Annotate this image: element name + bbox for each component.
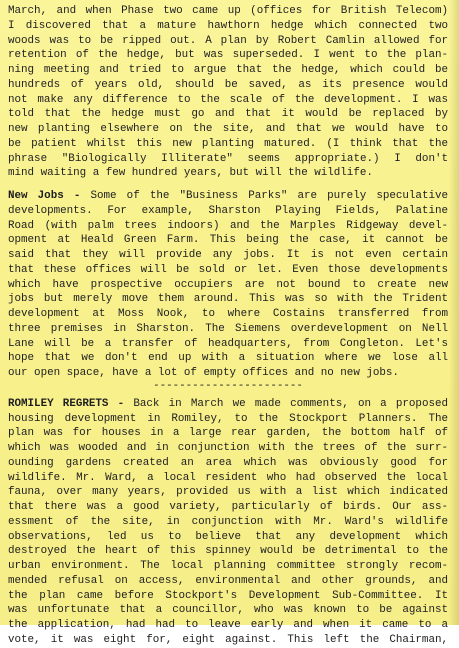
text-line: that these offices will be sold or let. Even those developments	[8, 263, 448, 276]
text-line-rest: Some of the "Business Parks" are purely speculative	[90, 190, 449, 202]
text-line: hope that we don't end up with a situation where we lose all	[8, 352, 448, 365]
text-line: woods was to be ripped out. A plan by Robert Camlin allowed for	[8, 34, 448, 47]
paragraph-gap	[8, 181, 448, 189]
text-line: I discovered that a mature hawthorn hedge which connected two	[8, 19, 448, 32]
text-line: Lane will be a transfer of headquarters, from Congleton. Let's	[8, 337, 448, 350]
text-line: phrase "Biologically Illiterate" seems appropriate.) I don't	[8, 152, 448, 165]
text-line: told that the hedge must go and that it would be replaced by	[8, 108, 448, 121]
text-line	[8, 189, 448, 204]
text-line: urban environment. The local planning committee strongly recom-	[8, 560, 448, 572]
text-line: mended refusal on access, environmental and other grounds, and	[8, 574, 448, 587]
text-line	[8, 397, 448, 412]
paragraph-hedge	[8, 4, 448, 181]
text-line: observations, led us to believe that any development which	[8, 530, 448, 543]
text-line: ounding gardens created an area which was obviously good for	[8, 456, 448, 469]
text-line: fauna, over many years, provided us with a list which indicated	[8, 486, 448, 499]
page-edge-shadow	[449, 0, 459, 625]
document-text	[8, 4, 448, 648]
text-line: destroyed the heart of this spinney would be detrimental to the	[8, 545, 448, 558]
text-line: March, and when Phase two came up (offices for British Telecom)	[8, 5, 448, 17]
text-line: vote, it was eight for, eight against. This left the Chairman,	[8, 633, 448, 646]
text-line: three premises in Sharston. The Siemens overdevelopment on Nell	[8, 322, 448, 335]
text-line: the application, had had to leave early and when it came to a	[8, 619, 448, 631]
text-line: which have prospective occupiers are not bound to create new	[8, 278, 448, 291]
paragraph-new-jobs	[8, 189, 448, 381]
text-line: not make any difference to the scale of the development. I was	[8, 93, 448, 106]
text-line: opment at Heald Green Farm. This being the case, it cannot be	[8, 234, 448, 247]
text-line: wildlife. Mr. Ward, a local resident who had observed the local	[8, 471, 448, 484]
text-line: plan was for houses in a large rear garden, the bottom half of	[8, 427, 448, 440]
text-line: jobs but merely move them around. This was so with the Trident	[8, 293, 448, 306]
text-line: new planting elsewhere on the site, and that we would have to	[8, 123, 448, 135]
text-line: housing development in Romiley, to the Stockport Planners. The	[8, 412, 448, 425]
text-line: said that they will provide any jobs. It is not even certain	[8, 249, 448, 261]
section-heading-new-jobs: New Jobs -	[8, 190, 81, 202]
paragraph-romiley-regrets	[8, 397, 448, 648]
text-line: retention of the hedge, but was superseded. I went to the plan-	[8, 49, 448, 62]
text-line: the plan came before Stockport's Development Sub-Committee. It	[8, 589, 448, 602]
text-line: was unfortunate that a councillor, who was known to be against	[8, 604, 448, 617]
text-line: that there was a good variety, particularly of birds. Our ass-	[8, 501, 448, 513]
text-line: development at Moss Nook, to where Costains transferred from	[8, 308, 448, 320]
text-line-rest: Back in March we made comments, on a proposed	[133, 397, 449, 410]
text-line: our open space, have a lot of empty offices and no new jobs.	[8, 367, 399, 379]
text-line: developments. For example, Sharston Playing Fields, Palatine	[8, 204, 448, 217]
section-heading-romiley-regrets: ROMILEY REGRETS -	[8, 397, 125, 410]
text-line: ning meeting and tried to argue that the hedge, which could be	[8, 64, 448, 76]
text-line: mind waiting a few hundred years, but will the wildlife.	[8, 167, 373, 180]
section-separator: -----------------------	[153, 379, 303, 392]
text-line: hundreds of years old, should be saved, as its presence would	[8, 78, 448, 91]
text-line: essment of the site, in conjunction with Mr. Ward's wildlife	[8, 515, 448, 528]
text-line: be patient whilst this new planting matured. (I think that the	[8, 137, 448, 150]
text-line: which was wooded and in conjunction with the trees of the surr-	[8, 442, 448, 454]
text-line: Road (with palm trees indoors) and the Marples Ridgeway devel-	[8, 219, 448, 232]
